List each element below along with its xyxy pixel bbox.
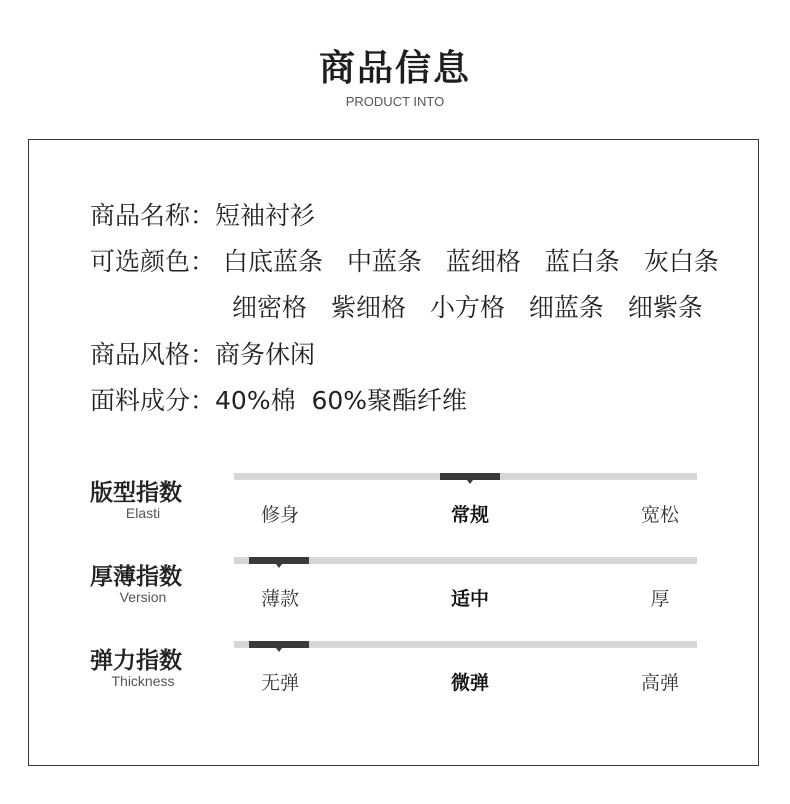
thickness-index-track xyxy=(234,557,697,564)
info-row-colors-cont xyxy=(232,288,719,324)
thickness-index-title: 厚薄指数 xyxy=(90,564,182,590)
info-row-style xyxy=(90,335,315,371)
elasticity-index-track xyxy=(234,641,697,648)
color-option: 蓝细格 xyxy=(445,247,521,276)
thickness-option-thick: 厚 xyxy=(650,588,670,610)
style-label: 商品风格： xyxy=(90,340,216,369)
style-value: 商务休闲 xyxy=(215,340,316,369)
fabric-label: 面料成分： xyxy=(90,386,216,415)
elasticity-option-none: 无弹 xyxy=(260,672,299,694)
fit-index-title: 版型指数 xyxy=(90,480,182,506)
elasticity-option-high: 高弹 xyxy=(640,672,679,694)
thickness-index-subtitle: Version xyxy=(119,589,167,605)
name-label: 商品名称： xyxy=(90,201,216,230)
name-value: 短袖衬衫 xyxy=(215,201,316,230)
info-row-fabric xyxy=(90,381,467,417)
color-option: 白底蓝条 xyxy=(222,247,323,276)
info-row-colors xyxy=(90,242,735,278)
color-option: 小方格 xyxy=(429,293,505,322)
page-title: 商品信息 xyxy=(318,48,471,89)
info-row-name xyxy=(90,196,315,232)
thickness-index-marker xyxy=(249,557,309,564)
fit-index-subtitle: Elasti xyxy=(125,505,161,521)
color-option: 中蓝条 xyxy=(346,247,422,276)
color-option: 细密格 xyxy=(232,293,308,322)
fit-index-marker xyxy=(440,473,500,480)
thickness-option-thin: 薄款 xyxy=(260,588,299,610)
colors-label: 可选颜色： xyxy=(90,247,216,276)
page-subtitle: PRODUCT INTO xyxy=(345,94,445,109)
color-option: 蓝白条 xyxy=(544,247,620,276)
fit-option-loose: 宽松 xyxy=(640,504,679,526)
elasticity-index-subtitle: Thickness xyxy=(111,673,175,689)
thickness-option-medium: 适中 xyxy=(450,588,489,610)
color-option: 细紫条 xyxy=(627,293,703,322)
elasticity-option-slight: 微弹 xyxy=(450,672,489,694)
fit-option-slim: 修身 xyxy=(260,504,299,526)
fit-index-track xyxy=(234,473,697,480)
fit-option-regular: 常规 xyxy=(450,504,489,526)
fabric-value: 40%棉 60%聚酯纤维 xyxy=(215,386,468,415)
color-option: 细蓝条 xyxy=(528,293,604,322)
elasticity-index-marker xyxy=(249,641,309,648)
color-option: 灰白条 xyxy=(643,247,719,276)
color-option: 紫细格 xyxy=(330,293,406,322)
elasticity-index-title: 弹力指数 xyxy=(90,648,182,674)
